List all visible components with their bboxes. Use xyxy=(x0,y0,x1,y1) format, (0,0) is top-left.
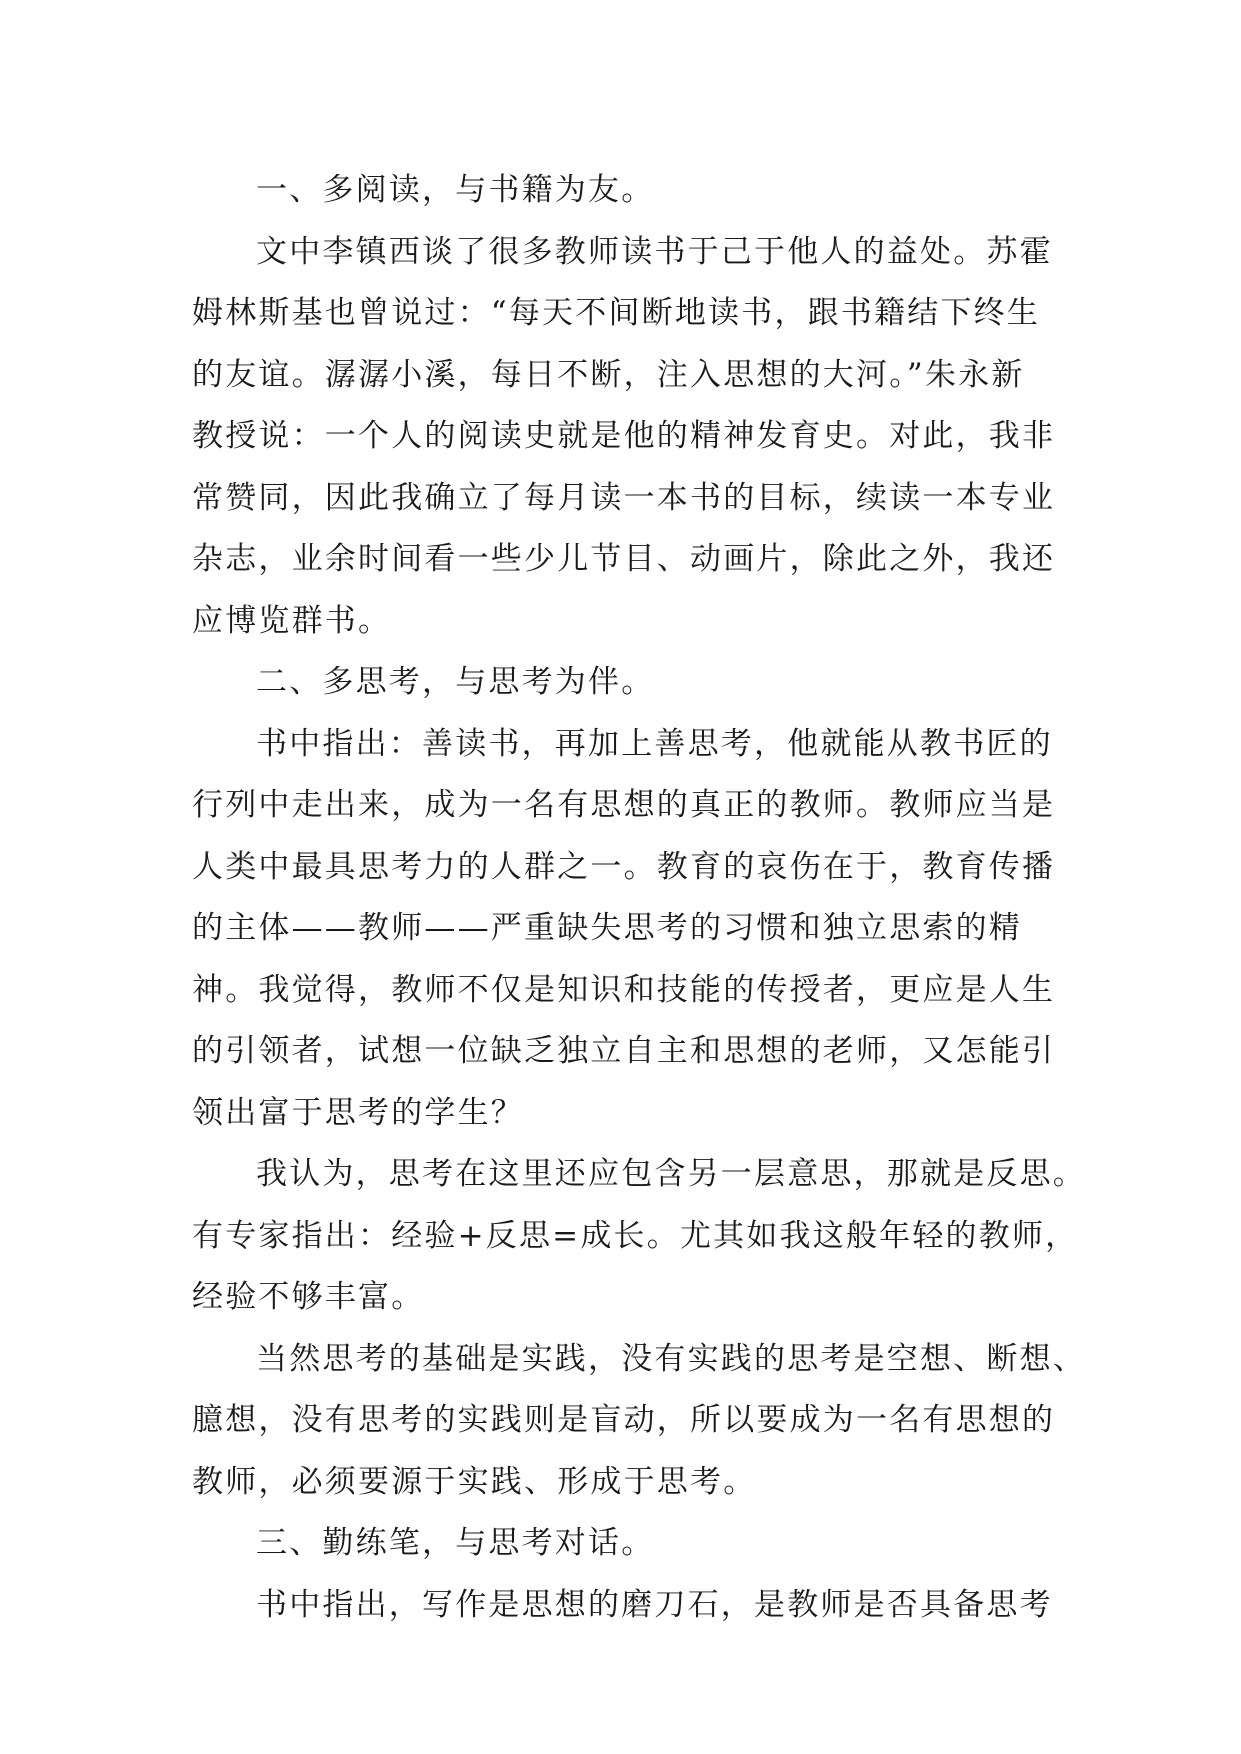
paragraph-line: 臆想，没有思考的实践则是盲动，所以要成为一名有思想的 xyxy=(192,1402,1056,1438)
paragraph-line: 有专家指出：经验+反思=成长。尤其如我这般年轻的教师， xyxy=(192,1217,1079,1254)
paragraph-line: 书中指出，写作是思想的磨刀石，是教师是否具备思考 xyxy=(256,1586,1053,1623)
paragraph-line: 的主体——教师——严重缺失思考的习惯和独立思索的精 xyxy=(192,910,1022,946)
paragraph-line: 教授说：一个人的阅读史就是他的精神发育史。对此，我非 xyxy=(192,418,1056,454)
paragraph-line: 人类中最具思考力的人群之一。教育的哀伤在于，教育传播 xyxy=(192,848,1056,885)
paragraph-line: 文中李镇西谈了很多教师读书于己于他人的益处。苏霍 xyxy=(256,233,1053,270)
paragraph-line: 神。我觉得，教师不仅是知识和技能的传授者，更应是人生 xyxy=(192,971,1056,1008)
heading-reading: 一、多阅读，与书籍为友。 xyxy=(256,172,655,208)
paragraph-line: 当然思考的基础是实践，没有实践的思考是空想、断想、 xyxy=(256,1340,1086,1377)
document-body xyxy=(192,160,1086,1636)
paragraph-line: 经验不够丰富。 xyxy=(192,1279,425,1315)
paragraph-line: 应博览群书。 xyxy=(192,602,392,639)
paragraph-line: 我认为，思考在这里还应包含另一层意思，那就是反思。 xyxy=(256,1156,1086,1192)
paragraph-line: 领出富于思考的学生？ xyxy=(192,1094,524,1131)
paragraph-line: 杂志，业余时间看一些少儿节目、动画片，除此之外，我还 xyxy=(192,541,1056,577)
paragraph-line: 姆林斯基也曾说过：“每天不间断地读书，跟书籍结下终生 xyxy=(192,295,1041,331)
paragraph-line: 的友谊。潺潺小溪，每日不断，注入思想的大河。”朱永新 xyxy=(192,356,1025,393)
heading-thinking: 二、多思考，与思考为伴。 xyxy=(256,664,655,700)
paragraph-line: 书中指出：善读书，再加上善思考，他就能从教书匠的 xyxy=(256,725,1053,762)
heading-writing: 三、勤练笔，与思考对话。 xyxy=(256,1525,655,1561)
paragraph-line: 的引领者，试想一位缺乏独立自主和思想的老师，又怎能引 xyxy=(192,1033,1056,1069)
paragraph-line: 教师，必须要源于实践、形成于思考。 xyxy=(192,1463,757,1500)
paragraph-line: 常赞同，因此我确立了每月读一本书的目标，续读一本专业 xyxy=(192,479,1056,516)
paragraph-line: 行列中走出来，成为一名有思想的真正的教师。教师应当是 xyxy=(192,787,1056,823)
